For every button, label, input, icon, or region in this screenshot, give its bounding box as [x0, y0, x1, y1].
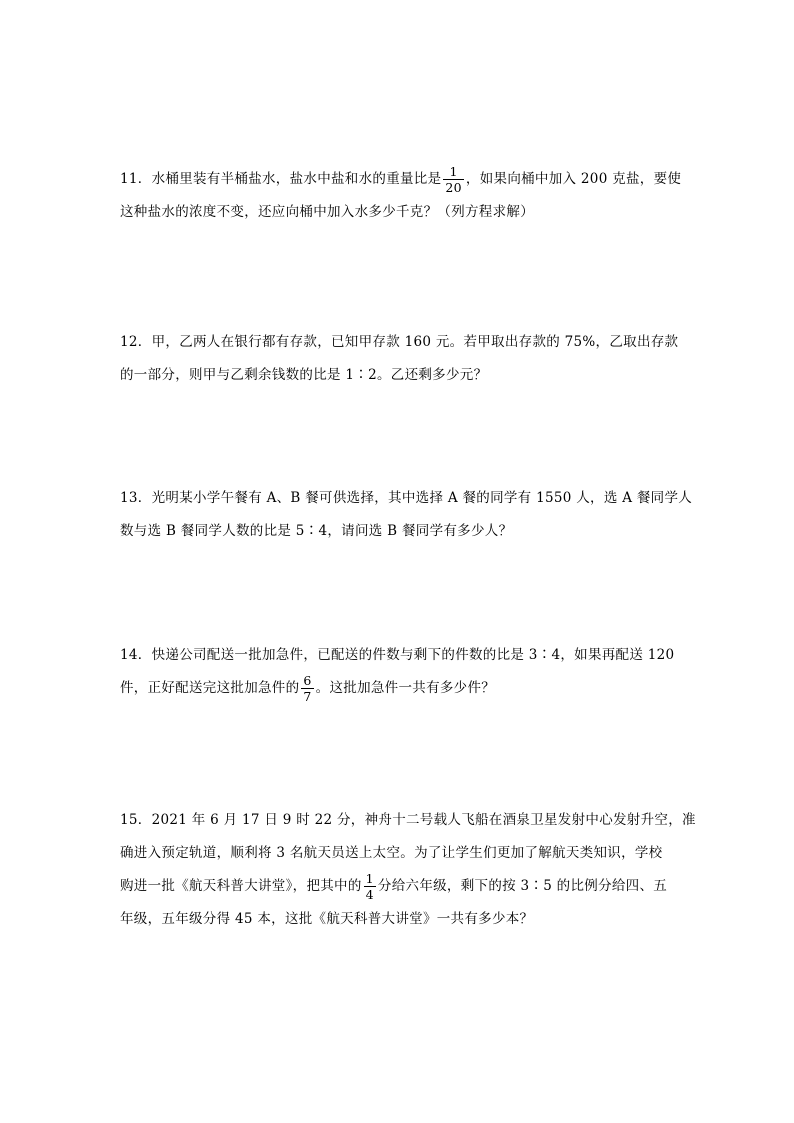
- problem-number: 14．: [120, 647, 152, 663]
- problem-text: 水桶里装有半桶盐水，盐水中盐和水的重量比是: [151, 171, 442, 187]
- problem-14-line-2: [120, 671, 680, 705]
- problem-text: 这种盐水的浓度不变，还应向桶中加入水多少千克？（列方程求解）: [120, 204, 534, 220]
- fraction-numerator: 1: [365, 870, 374, 886]
- problem-text: 确进入预定轨道，顺利将 3 名航天员送上太空。为了让学生们更加了解航天类知识，学校: [120, 845, 663, 861]
- problem-text: ，如果向桶中加入 200 克盐，要使: [465, 171, 682, 187]
- problem-text: 。这批加急件一共有多少件？: [315, 680, 496, 696]
- problem-12-line-1: [120, 332, 680, 352]
- problem-15-line-4: [120, 909, 680, 929]
- problem-text: 甲，乙两人在银行都有存款，已知甲存款 160 元。若甲取出存款的 75%，乙取出存款: [151, 334, 679, 350]
- problem-15-line-3: [120, 869, 680, 903]
- fraction: [301, 673, 313, 704]
- problem-15: [120, 810, 696, 929]
- problem-text: 购进一批《航天科普大讲堂》，把其中的: [120, 878, 362, 894]
- problem-11-line-2: [120, 202, 680, 222]
- problem-13-line-2: [120, 521, 680, 541]
- fraction-denominator: 20: [445, 179, 462, 195]
- problem-text: 快递公司配送一批加急件，已配送的件数与剩下的件数的比是 3∶4，如果再配送 120: [151, 647, 675, 663]
- problem-text: 年级，五年级分得 45 本，这批《航天科普大讲堂》一共有多少本？: [120, 911, 534, 927]
- problem-number: 11．: [120, 171, 152, 187]
- problem-12-line-2: [120, 365, 680, 385]
- problem-number: 13．: [120, 490, 152, 506]
- problem-15-line-1: [120, 810, 696, 830]
- problem-11-line-1: [120, 162, 680, 196]
- fraction-denominator: 7: [303, 688, 312, 704]
- fraction: [364, 871, 376, 902]
- problem-text: 件，正好配送完这批加急件的: [120, 680, 300, 696]
- fraction-numerator: 1: [449, 163, 458, 179]
- problem-11: [120, 162, 680, 222]
- problem-text: 数与选 B 餐同学人数的比是 5∶4，请问选 B 餐同学有多少人？: [120, 523, 513, 539]
- problem-text: 2021 年 6 月 17 日 9 时 22 分，神舟十二号载人飞船在酒泉卫星发射中心发射升空，准: [151, 812, 696, 828]
- problem-text: 的一部分，则甲与乙剩余钱数的比是 1∶2。乙还剩多少元？: [120, 367, 488, 383]
- problem-text: 光明某小学午餐有 A、B 餐可供选择，其中选择 A 餐的同学有 1550 人，选 A 餐同学人: [151, 490, 693, 506]
- problem-15-line-2: [120, 843, 680, 863]
- fraction-denominator: 4: [365, 886, 374, 902]
- problem-number: 12．: [120, 334, 152, 350]
- problem-number: 15．: [120, 812, 152, 828]
- problem-13: [120, 488, 693, 541]
- problem-14-line-1: [120, 645, 680, 665]
- problem-14: [120, 645, 680, 705]
- problem-text: 分给六年级，剩下的按 3∶5 的比例分给四、五: [377, 878, 668, 894]
- fraction: [443, 164, 464, 195]
- fraction-numerator: 6: [303, 672, 312, 688]
- problem-12: [120, 332, 680, 385]
- problem-13-line-1: [120, 488, 693, 508]
